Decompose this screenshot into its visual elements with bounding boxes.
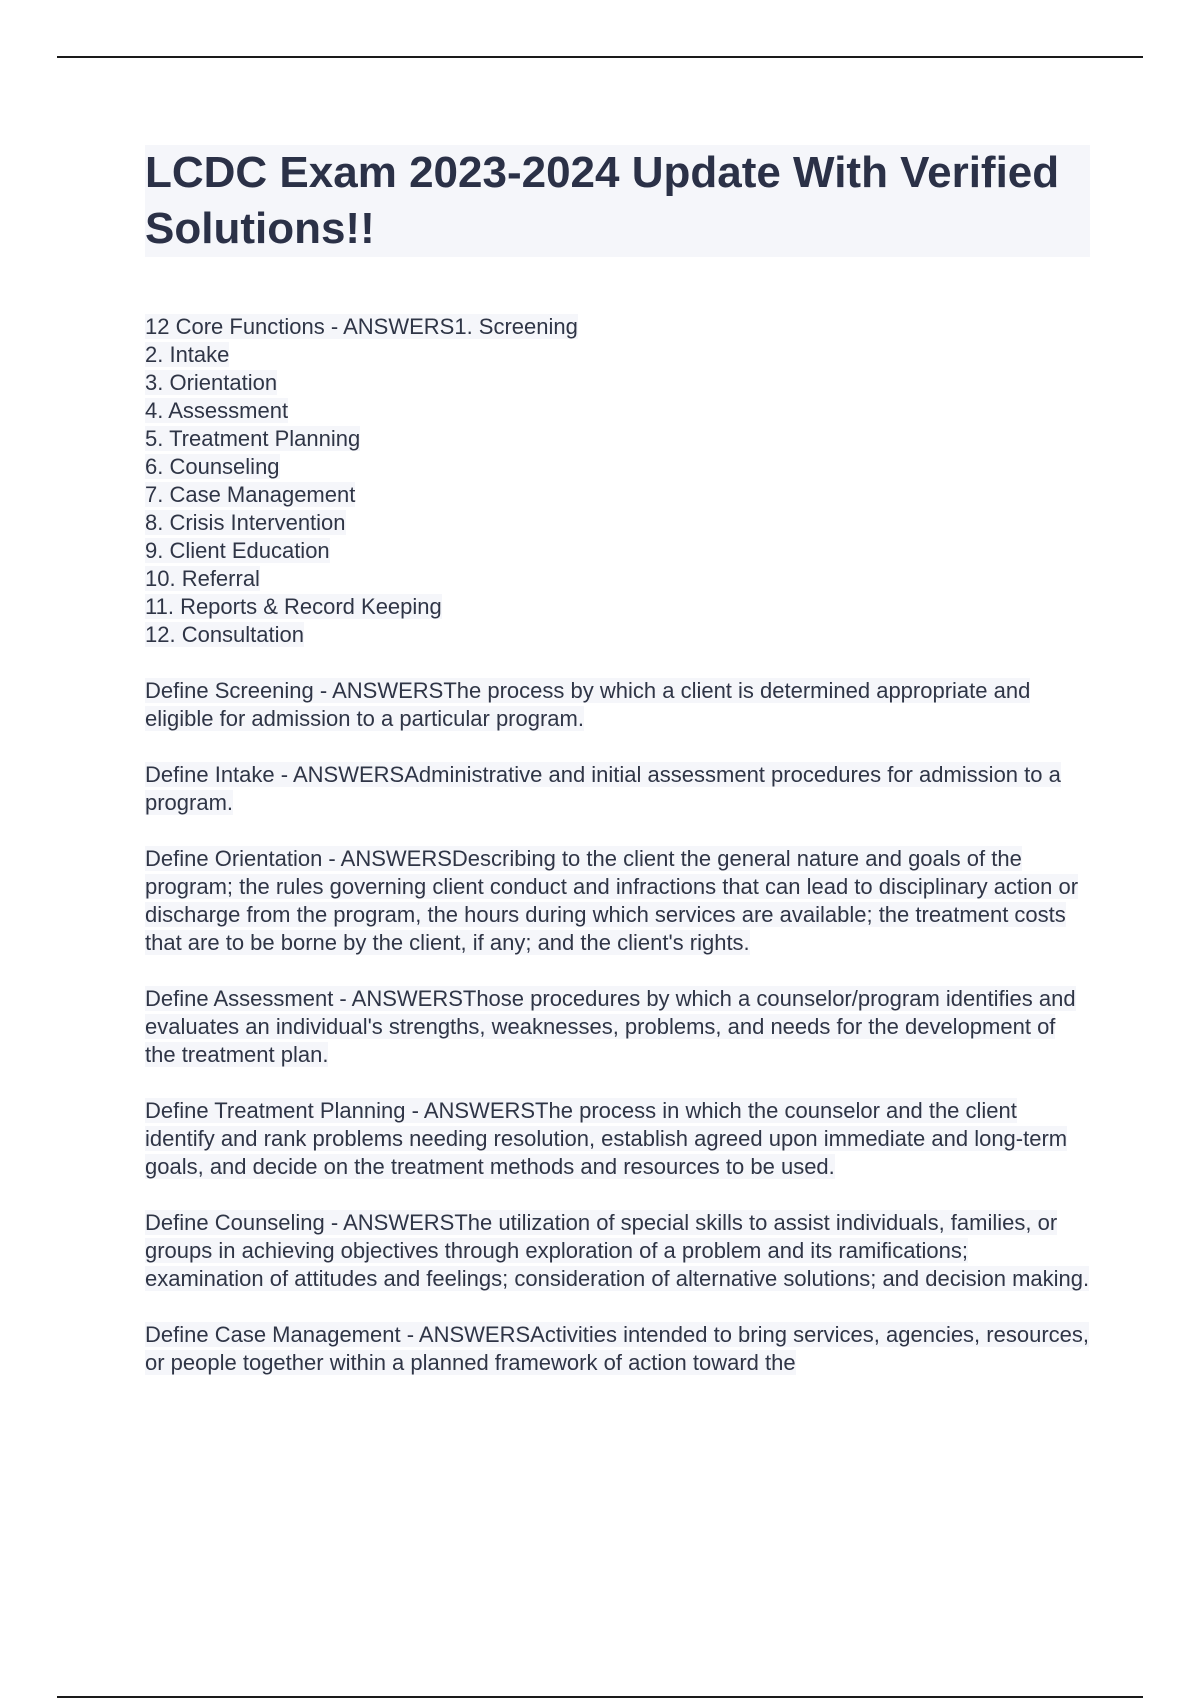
list-item: 12. Consultation: [145, 622, 304, 647]
document-title: LCDC Exam 2023-2024 Update With Verified Solutions!!: [145, 145, 1090, 257]
list-item: 9. Client Education: [145, 538, 330, 563]
list-item: 3. Orientation: [145, 370, 278, 395]
core-functions-list: [145, 313, 1090, 649]
list-item: 2. Intake: [145, 342, 230, 367]
definition-intake: Define Intake - ANSWERSAdministrative and initial assessment procedures for admission to a program.: [145, 762, 1061, 815]
list-item: 4. Assessment: [145, 398, 289, 423]
document-page: [145, 145, 1090, 1405]
list-item: 7. Case Management: [145, 482, 356, 507]
list-item: 10. Referral: [145, 566, 260, 591]
list-item: 8. Crisis Intervention: [145, 510, 346, 535]
list-item: 5. Treatment Planning: [145, 426, 361, 451]
definition-screening: Define Screening - ANSWERSThe process by which a client is determined appropriate and eligible for admission to a particular program.: [145, 678, 1031, 731]
top-rule: [57, 56, 1143, 58]
bottom-rule: [57, 1696, 1143, 1698]
definition-treatment-planning: Define Treatment Planning - ANSWERSThe process in which the counselor and the client identify and rank problems needing resolution, establish agreed upon immediate and long-term goals, and decide on the treatment methods and resources to be used.: [145, 1098, 1068, 1179]
definition-assessment: Define Assessment - ANSWERSThose procedures by which a counselor/program identifies and evaluates an individual's strengths, weaknesses, problems, and needs for the development of the treatment plan.: [145, 986, 1076, 1067]
list-item: 11. Reports & Record Keeping: [145, 594, 442, 619]
definition-orientation: Define Orientation - ANSWERSDescribing to the client the general nature and goals of the program; the rules governing client conduct and infractions that can lead to disciplinary action or discharge from the program, the hours during which services are available; the treatment costs that are to be borne by the client, if any; and the client's rights.: [145, 846, 1079, 955]
list-item: 12 Core Functions - ANSWERS1. Screening: [145, 314, 578, 339]
list-item: 6. Counseling: [145, 454, 280, 479]
definition-counseling: Define Counseling - ANSWERSThe utilization of special skills to assist individuals, families, or groups in achieving objectives through exploration of a problem and its ramifications; examination of attitudes and feelings; consideration of alternative solutions; and decision making.: [145, 1210, 1090, 1291]
document-body: [145, 313, 1090, 1377]
definition-case-management: Define Case Management - ANSWERSActivities intended to bring services, agencies, resources, or people together within a planned framework of action toward the: [145, 1322, 1089, 1375]
